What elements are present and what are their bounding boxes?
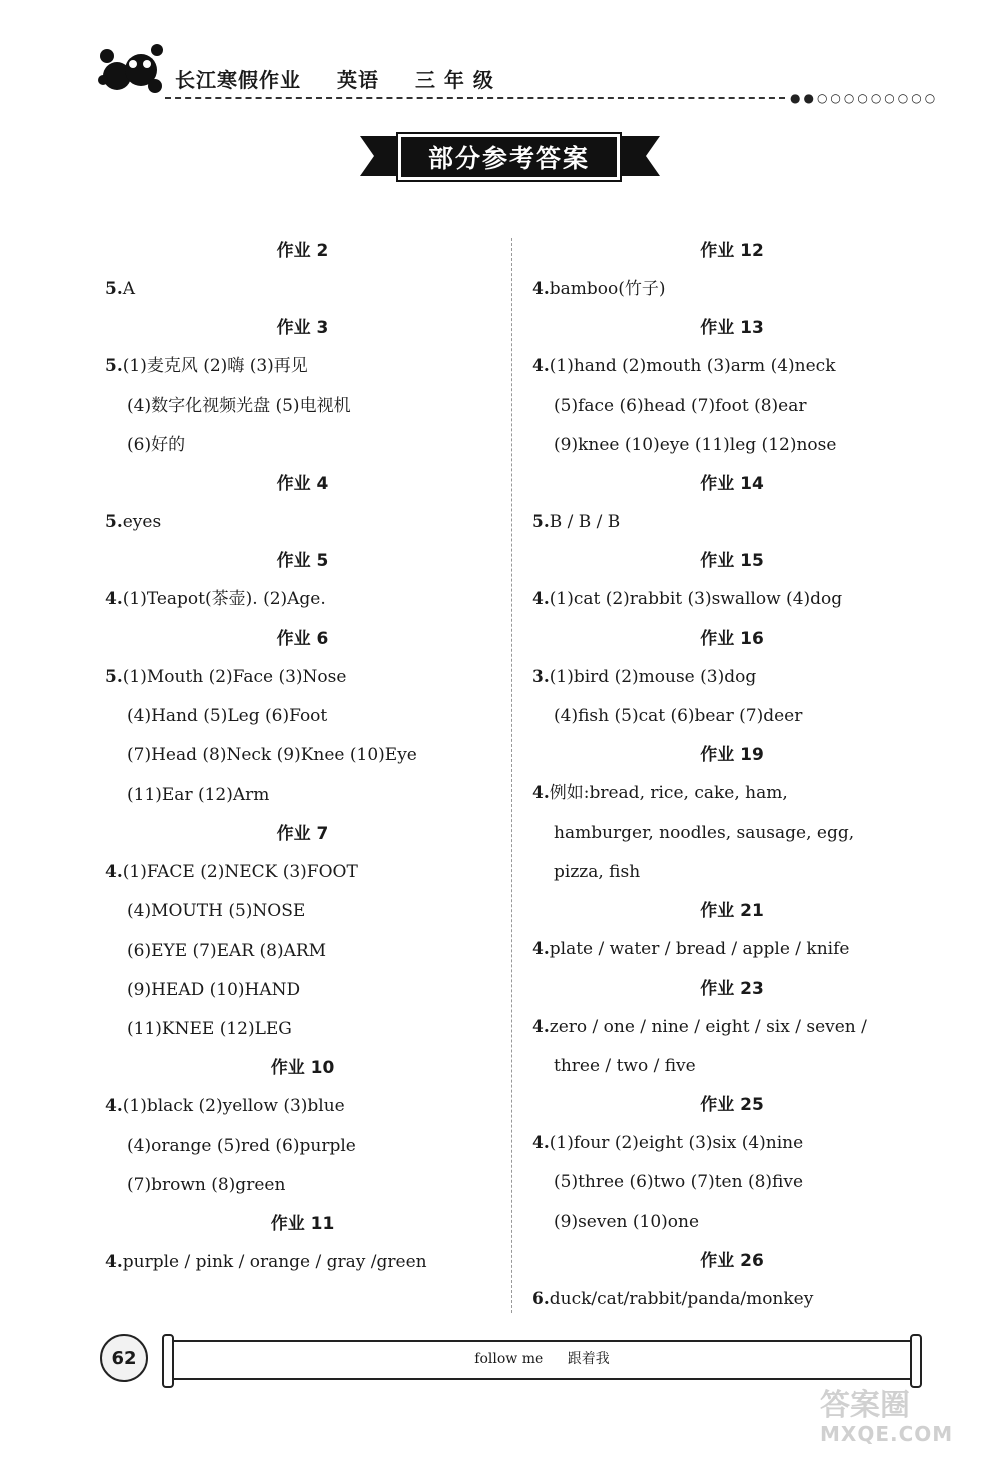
answer-line (532, 697, 932, 736)
answer-line (105, 736, 500, 775)
column-divider (511, 238, 512, 1313)
watermark (820, 1390, 995, 1450)
answer-text: (7)brown (8)green (127, 1175, 286, 1196)
answer-text: B / B / B (549, 512, 621, 533)
homework-title: 作业 10 (270, 1058, 335, 1079)
answer-line (105, 1087, 500, 1126)
right-answer-column (532, 232, 932, 1319)
answer-text: (6)好的 (127, 434, 186, 455)
answer-line (105, 1243, 500, 1282)
answer-text: (4)数字化视频光盘 (5)电视机 (127, 395, 351, 416)
homework-title: 作业 3 (276, 318, 329, 339)
mascot-icon (95, 40, 173, 100)
question-number: 3. (532, 666, 550, 687)
answer-text: (9)knee (10)eye (11)leg (12)nose (554, 434, 837, 455)
question-number: 4. (105, 861, 123, 882)
answer-line (105, 853, 500, 892)
header-dots: ●●○○○○○○○○○ (790, 91, 939, 105)
homework-title: 作业 5 (276, 551, 329, 572)
homework-title: 作业 6 (276, 628, 329, 649)
question-number: 6. (532, 1289, 550, 1310)
footer-phrase (172, 1348, 912, 1368)
answer-text: (1)black (2)yellow (3)blue (122, 1096, 345, 1117)
answer-text: (5)face (6)head (7)foot (8)ear (554, 395, 807, 416)
page-number: 62 (100, 1334, 148, 1382)
answer-text: hamburger, noodles, sausage, egg, (554, 822, 855, 843)
question-number: 4. (532, 356, 550, 377)
homework-title: 作业 15 (700, 551, 764, 572)
homework-title: 作业 25 (700, 1095, 764, 1116)
answer-text: pizza, fish (554, 861, 641, 882)
answer-text: (9)HEAD (10)HAND (127, 979, 301, 1000)
question-number: 5. (105, 279, 123, 299)
answer-text: (4)Hand (5)Leg (6)Foot (127, 706, 328, 727)
answer-text: (1)cat (2)rabbit (3)swallow (4)dog (549, 589, 843, 610)
homework-title: 作业 23 (700, 978, 764, 999)
subject-label: 英语 (336, 68, 379, 92)
answer-line (532, 1008, 932, 1047)
page-footer (100, 1328, 920, 1388)
answer-text: three / two / five (554, 1055, 696, 1076)
homework-title: 作业 26 (700, 1251, 764, 1272)
answer-line (105, 387, 500, 426)
answer-text: (9)seven (10)one (554, 1211, 700, 1232)
answer-line (105, 347, 500, 386)
question-number: 4. (532, 1016, 550, 1037)
answer-line (532, 580, 932, 619)
answer-text: (1)Teapot(茶壶). (2)Age. (122, 589, 326, 610)
answer-line (532, 387, 932, 426)
answer-line (532, 270, 932, 309)
answer-text: A (122, 279, 136, 299)
footer-scroll (172, 1340, 912, 1380)
answer-text: bamboo(竹子) (549, 279, 666, 299)
answer-text: (11)Ear (12)Arm (127, 784, 270, 805)
watermark-logo-text: 答案圈 (820, 1388, 910, 1423)
answer-line (105, 776, 500, 815)
answer-text: 例如:bread, rice, cake, ham, (549, 783, 788, 804)
watermark-url: MXQE.COM (820, 1422, 954, 1446)
answer-line (532, 1124, 932, 1163)
question-number: 5. (532, 512, 550, 533)
left-answer-column (105, 232, 500, 1283)
homework-title: 作业 12 (700, 241, 764, 261)
answer-line (105, 932, 500, 971)
page-header (95, 40, 939, 110)
answer-line (532, 1280, 932, 1319)
answer-text: (7)Head (8)Neck (9)Knee (10)Eye (127, 745, 417, 766)
answer-line (532, 1163, 932, 1202)
book-title: 长江寒假作业 (175, 68, 301, 92)
homework-title: 作业 11 (270, 1214, 335, 1235)
answer-text: plate / water / bread / apple / knife (549, 939, 850, 960)
homework-title: 作业 2 (276, 241, 329, 261)
answer-line (105, 1010, 500, 1049)
homework-title: 作业 14 (700, 474, 764, 495)
answer-line (105, 270, 500, 309)
answer-text: (4)fish (5)cat (6)bear (7)deer (554, 706, 803, 727)
answer-text: (5)three (6)two (7)ten (8)five (554, 1172, 804, 1193)
answer-line (532, 426, 932, 465)
answer-line (105, 426, 500, 465)
answer-text: (1)FACE (2)NECK (3)FOOT (122, 861, 358, 882)
homework-title: 作业 16 (700, 628, 764, 649)
header-divider (165, 97, 785, 99)
answer-text: (1)Mouth (2)Face (3)Nose (122, 666, 347, 687)
answer-line (532, 347, 932, 386)
answer-line (105, 658, 500, 697)
homework-title: 作业 13 (700, 318, 764, 339)
question-number: 5. (105, 356, 123, 377)
answer-text: (1)麦克风 (2)嗨 (3)再见 (122, 356, 308, 377)
question-number: 4. (532, 589, 550, 610)
question-number: 4. (105, 589, 123, 610)
answer-text: duck/cat/rabbit/panda/monkey (549, 1289, 814, 1310)
question-number: 4. (532, 279, 550, 299)
answer-text: zero / one / nine / eight / six / seven / (549, 1016, 867, 1037)
homework-title: 作业 21 (700, 901, 764, 922)
homework-title: 作业 19 (700, 745, 764, 766)
homework-title: 作业 4 (276, 474, 329, 495)
question-number: 4. (532, 1133, 550, 1154)
answer-line (105, 697, 500, 736)
question-number: 5. (105, 666, 123, 687)
answer-text: eyes (122, 512, 162, 533)
banner-title: 部分参考答案 (398, 134, 620, 180)
header-title (175, 64, 522, 93)
answer-line (105, 580, 500, 619)
answer-text: (1)hand (2)mouth (3)arm (4)neck (549, 356, 836, 377)
question-number: 4. (532, 939, 550, 960)
answer-text: (4)orange (5)red (6)purple (127, 1135, 356, 1156)
footer-phrase-en: follow me (474, 1351, 544, 1367)
answer-line (105, 971, 500, 1010)
answer-line (532, 814, 932, 853)
answer-line (532, 658, 932, 697)
answer-text: (6)EYE (7)EAR (8)ARM (127, 940, 327, 961)
homework-title: 作业 7 (276, 823, 329, 844)
question-number: 4. (532, 783, 550, 804)
answer-text: (1)four (2)eight (3)six (4)nine (549, 1133, 804, 1154)
answer-line (532, 1203, 932, 1242)
answer-line (532, 774, 932, 813)
question-number: 4. (105, 1252, 123, 1273)
answer-line (532, 503, 932, 542)
answer-line (105, 1127, 500, 1166)
answer-text: purple / pink / orange / gray /green (122, 1252, 427, 1273)
section-banner (360, 128, 660, 184)
answer-text: (1)bird (2)mouse (3)dog (549, 666, 757, 687)
answer-line (532, 1047, 932, 1086)
answer-line (105, 1166, 500, 1205)
question-number: 4. (105, 1096, 123, 1117)
answer-line (532, 853, 932, 892)
answer-text: (11)KNEE (12)LEG (127, 1019, 292, 1040)
grade-label: 三 年 级 (414, 68, 494, 92)
answer-text: (4)MOUTH (5)NOSE (127, 901, 306, 922)
question-number: 5. (105, 512, 123, 533)
answer-line (532, 930, 932, 969)
footer-phrase-zh: 跟着我 (567, 1351, 610, 1367)
answer-line (105, 503, 500, 542)
answer-line (105, 892, 500, 931)
